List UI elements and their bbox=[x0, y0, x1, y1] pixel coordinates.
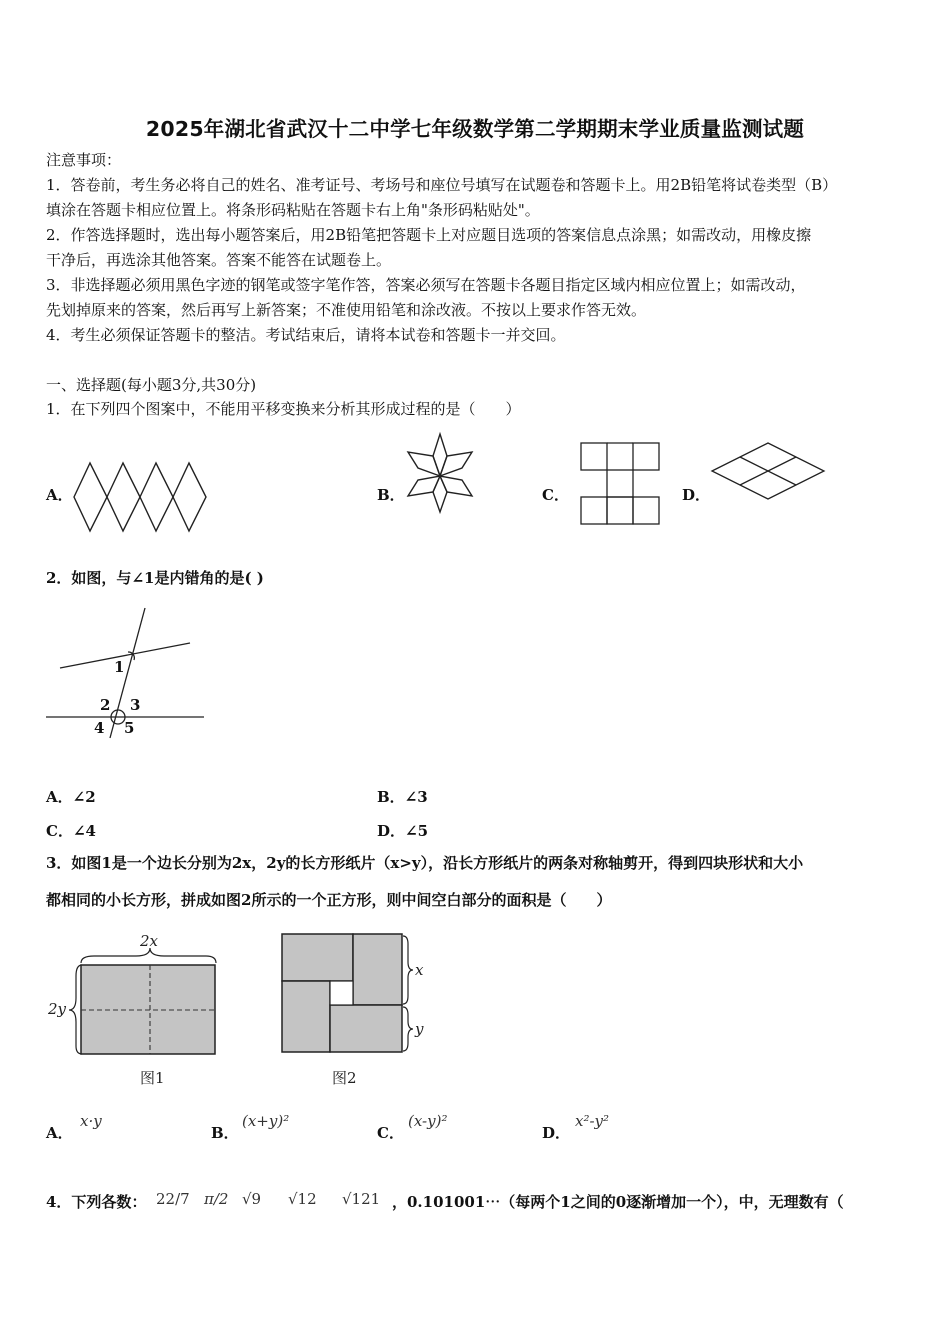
q4-number-4: √12 bbox=[288, 1190, 317, 1208]
q4-number-3: √9 bbox=[242, 1190, 262, 1208]
fig1-caption: 图1 bbox=[140, 1069, 165, 1087]
angle-label-1: 1 bbox=[114, 658, 125, 676]
q3-option-a-label[interactable]: A． bbox=[46, 1124, 73, 1142]
angle-label-2: 2 bbox=[100, 696, 111, 714]
notice-line: 干净后，再选涂其他答案。答案不能答在试题卷上。 bbox=[46, 251, 392, 269]
q1-option-d-label[interactable]: D． bbox=[682, 486, 711, 504]
q3-text-line2: 都相同的小长方形，拼成如图2所示的一个正方形，则中间空白部分的面积是（ ） bbox=[46, 891, 612, 909]
q2-figure bbox=[44, 600, 209, 740]
q1-figure-b bbox=[402, 430, 482, 516]
fig2-caption: 图2 bbox=[332, 1069, 357, 1087]
q1-figure-c bbox=[578, 440, 662, 528]
section-heading: 一、选择题(每小题3分,共30分) bbox=[46, 376, 257, 394]
q2-option-d[interactable]: D．∠5 bbox=[377, 822, 429, 840]
q3-option-d-value: x²-y² bbox=[575, 1112, 610, 1130]
q3-text-line1: 3．如图1是一个边长分别为2x，2y的长方形纸片（x>y），沿长方形纸片的两条对称轴剪开，得到四块形状和大小 bbox=[46, 854, 804, 872]
q3-option-c-value: (x-y)² bbox=[408, 1112, 448, 1130]
q2-option-a[interactable]: A．∠2 bbox=[46, 788, 96, 806]
page-title: 2025年湖北省武汉十二中学七年级数学第二学期期末学业质量监测试题 bbox=[145, 117, 805, 141]
notice-line: 1．答卷前，考生务必将自己的姓名、准考证号、考场号和座位号填写在试题卷和答题卡上。用2B铅笔将试卷类型（B） bbox=[46, 176, 838, 194]
q4-prefix: 4．下列各数： bbox=[46, 1193, 147, 1211]
q4-number-1: 22/7 bbox=[156, 1190, 190, 1208]
q3-figure-2 bbox=[278, 928, 438, 1090]
fig1-left-label: 2y bbox=[48, 1000, 67, 1018]
q3-option-b-value: (x+y)² bbox=[242, 1112, 290, 1130]
q3-option-a-value: x·y bbox=[80, 1112, 102, 1130]
q1-figure-d bbox=[708, 440, 828, 506]
notice-line: 填涂在答题卡相应位置上。将条形码粘贴在答题卡右上角"条形码粘贴处"。 bbox=[46, 201, 540, 219]
fig2-right-bottom-label: y bbox=[415, 1020, 424, 1038]
q2-text: 2．如图，与∠1是内错角的是( ) bbox=[46, 569, 264, 587]
notice-heading: 注意事项： bbox=[46, 151, 122, 169]
q2-option-b[interactable]: B．∠3 bbox=[377, 788, 428, 806]
q4-suffix: ，0.101001⋯（每两个1之间的0逐渐增加一个），中，无理数有（ bbox=[392, 1193, 844, 1211]
q1-figure-a bbox=[70, 460, 215, 536]
q1-option-b-label[interactable]: B． bbox=[377, 486, 405, 504]
q4-number-5: √121 bbox=[342, 1190, 381, 1208]
fig1-top-label: 2x bbox=[140, 932, 159, 950]
notice-line: 3．非选择题必须用黑色字迹的钢笔或签字笔作答，答案必须写在答题卡各题目指定区域内相应位置上；如需改动， bbox=[46, 276, 806, 294]
q1-option-a-label[interactable]: A． bbox=[46, 486, 73, 504]
angle-label-4: 4 bbox=[94, 719, 105, 737]
angle-label-3: 3 bbox=[130, 696, 141, 714]
notice-line: 4．考生必须保证答题卡的整洁。考试结束后，请将本试卷和答题卡一并交回。 bbox=[46, 326, 566, 344]
q3-figure-1 bbox=[44, 928, 224, 1090]
q2-option-c[interactable]: C．∠4 bbox=[46, 822, 96, 840]
notice-line: 先划掉原来的答案，然后再写上新答案；不准使用铅笔和涂改液。不按以上要求作答无效。 bbox=[46, 301, 647, 319]
angle-label-5: 5 bbox=[124, 719, 135, 737]
notice-line: 2．作答选择题时，选出每小题答案后，用2B铅笔把答题卡上对应题目选项的答案信息点涂黑；如需改动，用橡皮擦 bbox=[46, 226, 812, 244]
q3-option-c-label[interactable]: C． bbox=[377, 1124, 404, 1142]
fig2-right-top-label: x bbox=[415, 961, 424, 979]
q3-option-b-label[interactable]: B． bbox=[211, 1124, 239, 1142]
q3-option-d-label[interactable]: D． bbox=[542, 1124, 571, 1142]
q1-text: 1．在下列四个图案中，不能用平移变换来分析其形成过程的是（ ） bbox=[46, 400, 521, 418]
q1-option-c-label[interactable]: C． bbox=[542, 486, 569, 504]
q4-number-2: π/2 bbox=[204, 1190, 229, 1208]
